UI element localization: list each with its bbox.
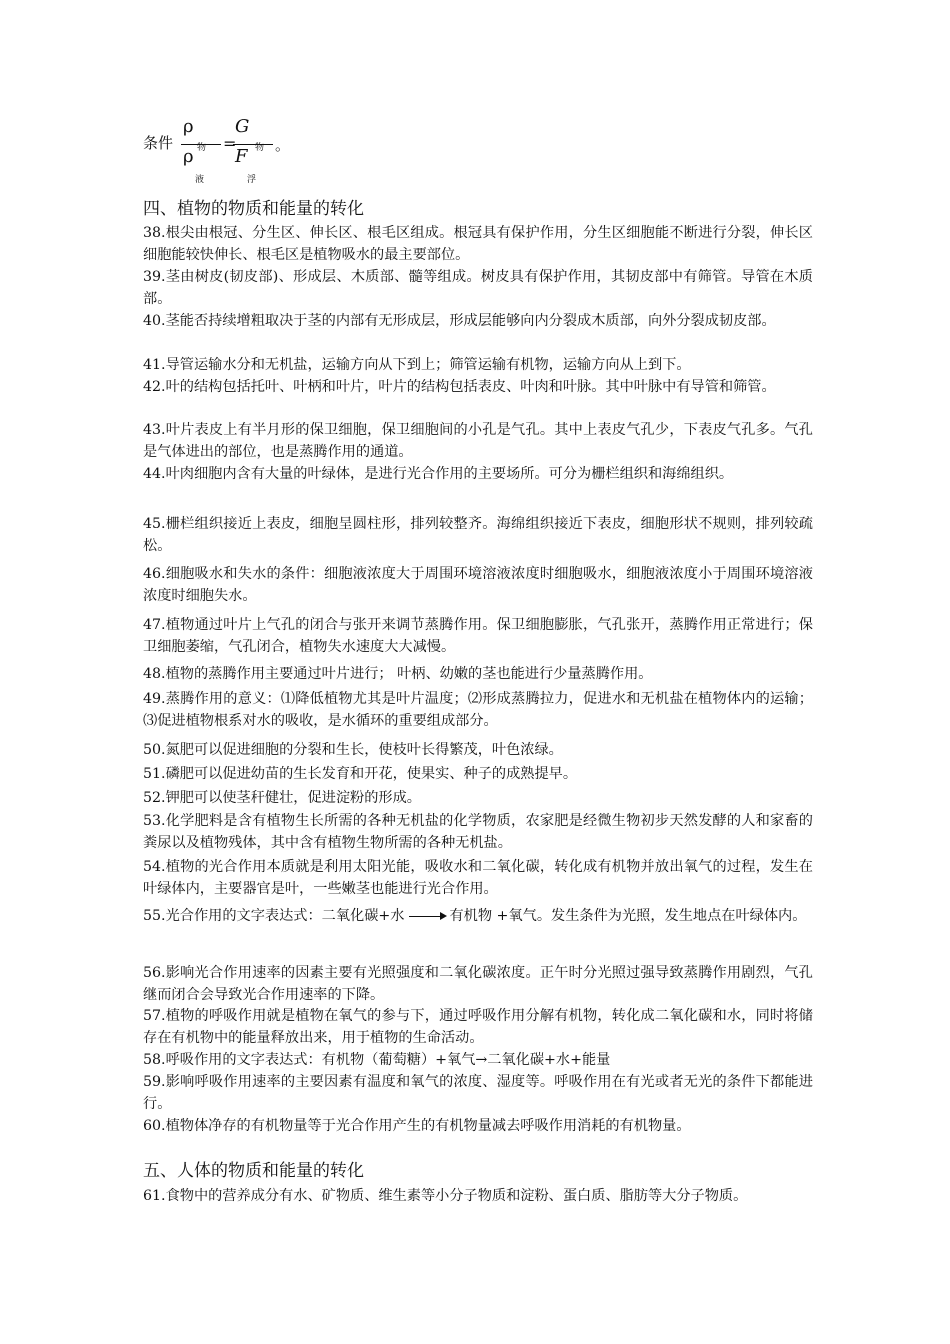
item-51: 51.磷肥可以促进幼苗的生长发育和开花，使果实、种子的成熟提早。 (143, 766, 578, 782)
item-45: 45.栅栏组织接近上表皮，细胞呈圆柱形，排列较整齐。海绵组织接近下表皮，细胞形状不规则，排列较疏松。 (143, 516, 813, 554)
item-59: 59.影响呼吸作用速率的主要因素有温度和氧气的浓度、湿度等。呼吸作用在有光或者无光的条件下都能进行。 (143, 1074, 813, 1112)
section-4-heading: 四、植物的物质和能量的转化 (143, 199, 364, 219)
item-50: 50.氮肥可以促进细胞的分裂和生长，使枝叶长得繁茂，叶色浓绿。 (143, 742, 563, 758)
item-43: 43.叶片表皮上有半月形的保卫细胞，保卫细胞间的小孔是气孔。其中上表皮气孔少，下表皮气孔多。气孔是气体进出的部位，也是蒸腾作用的通道。 (143, 422, 813, 460)
item-56: 56.影响光合作用速率的因素主要有光照强度和二氧化碳浓度。正午时分光照过强导致蒸腾作用剧烈，气孔继而闭合会导致光合作用速率的下降。 (143, 965, 813, 1003)
item-57: 57.植物的呼吸作用就是植物在氧气的参与下，通过呼吸作用分解有机物，转化成二氧化碳和水，同时将储存在有机物中的能量释放出来，用于植物的生命活动。 (143, 1008, 813, 1046)
item-38: 38.根尖由根冠、分生区、伸长区、根毛区组成。根冠具有保护作用，分生区细胞能不断进行分裂，伸长区细胞能较快伸长、根毛区是植物吸水的最主要部位。 (143, 225, 813, 263)
item-44: 44.叶肉细胞内含有大量的叶绿体，是进行光合作用的主要场所。可分为栅栏组织和海绵组织。 (143, 466, 734, 482)
item-52: 52.钾肥可以使茎秆健壮，促进淀粉的形成。 (143, 790, 421, 806)
item-55-text-pre: 55.光合作用的文字表达式：二氧化碳+水 (143, 908, 405, 924)
item-39: 39.茎由树皮(韧皮部)、形成层、木质部、髓等组成。树皮具有保护作用，其韧皮部中有筛管。导管在木质部。 (143, 269, 813, 307)
formula-suffix: 。 (275, 136, 291, 154)
rho-liquid: ρ (183, 146, 194, 167)
sub-object: 物 (197, 143, 207, 153)
formula-prefix: 条件 (143, 134, 174, 152)
g-object: G (235, 116, 250, 137)
item-41: 41.导管运输水分和无机盐，运输方向从下到上；筛管运输有机物，运输方向从上到下。 (143, 357, 691, 373)
equals-sign: = (223, 134, 237, 153)
item-40: 40.茎能否持续增粗取决于茎的内部有无形成层，形成层能够向内分裂成木质部，向外分裂成韧皮部。 (143, 313, 776, 329)
f-buoyancy: F (235, 146, 248, 167)
float-condition-formula (143, 112, 443, 185)
sub-buoyancy: 浮 (247, 175, 257, 185)
item-61: 61.食物中的营养成分有水、矿物质、维生素等小分子物质和淀粉、蛋白质、脂肪等大分子物质。 (143, 1188, 748, 1204)
item-49: 49.蒸腾作用的意义：⑴降低植物尤其是叶片温度；⑵形成蒸腾拉力，促进水和无机盐在植物体内的运输；⑶促进植物根系对水的吸收，是水循环的重要组成部分。 (143, 691, 813, 729)
item-60: 60.植物体净存的有机物量等于光合作用产生的有机物量减去呼吸作用消耗的有机物量。 (143, 1118, 691, 1134)
section-5-heading: 五、人体的物质和能量的转化 (143, 1161, 364, 1181)
item-42: 42.叶的结构包括托叶、叶柄和叶片，叶片的结构包括表皮、叶肉和叶脉。其中叶脉中有导管和筛管。 (143, 379, 776, 395)
item-47: 47.植物通过叶片上气孔的闭合与张开来调节蒸腾作用。保卫细胞膨胀，气孔张开，蒸腾作用正常进行；保卫细胞萎缩，气孔闭合，植物失水速度大大减慢。 (143, 617, 813, 655)
fraction-bar-2 (233, 144, 273, 145)
item-54: 54.植物的光合作用本质就是利用太阳光能，吸收水和二氧化碳，转化成有机物并放出氧气的过程，发生在叶绿体内，主要器官是叶，一些嫩茎也能进行光合作用。 (143, 859, 813, 897)
item-58: 58.呼吸作用的文字表达式：有机物（葡萄糖）+氧气→二氧化碳+水+能量 (143, 1052, 611, 1068)
right-arrow-icon (409, 916, 445, 917)
sub-object-2: 物 (255, 143, 265, 153)
item-53: 53.化学肥料是含有植物生长所需的各种无机盐的化学物质，农家肥是经微生物初步天然发酵的人和家畜的粪尿以及植物残体，其中含有植物生物所需的各种无机盐。 (143, 813, 813, 851)
item-48: 48.植物的蒸腾作用主要通过叶片进行； 叶柄、幼嫩的茎也能进行少量蒸腾作用。 (143, 666, 653, 682)
sub-liquid: 液 (195, 175, 205, 185)
rho-object: ρ (183, 116, 194, 137)
item-55 (143, 902, 813, 930)
item-55-text-post: 有机物 +氧气。发生条件为光照，发生地点在叶绿体内。 (449, 908, 807, 924)
fraction-bar (181, 144, 221, 145)
item-46: 46.细胞吸水和失水的条件：细胞液浓度大于周围环境溶液浓度时细胞吸水，细胞液浓度小于周围环境溶液浓度时细胞失水。 (143, 566, 813, 604)
